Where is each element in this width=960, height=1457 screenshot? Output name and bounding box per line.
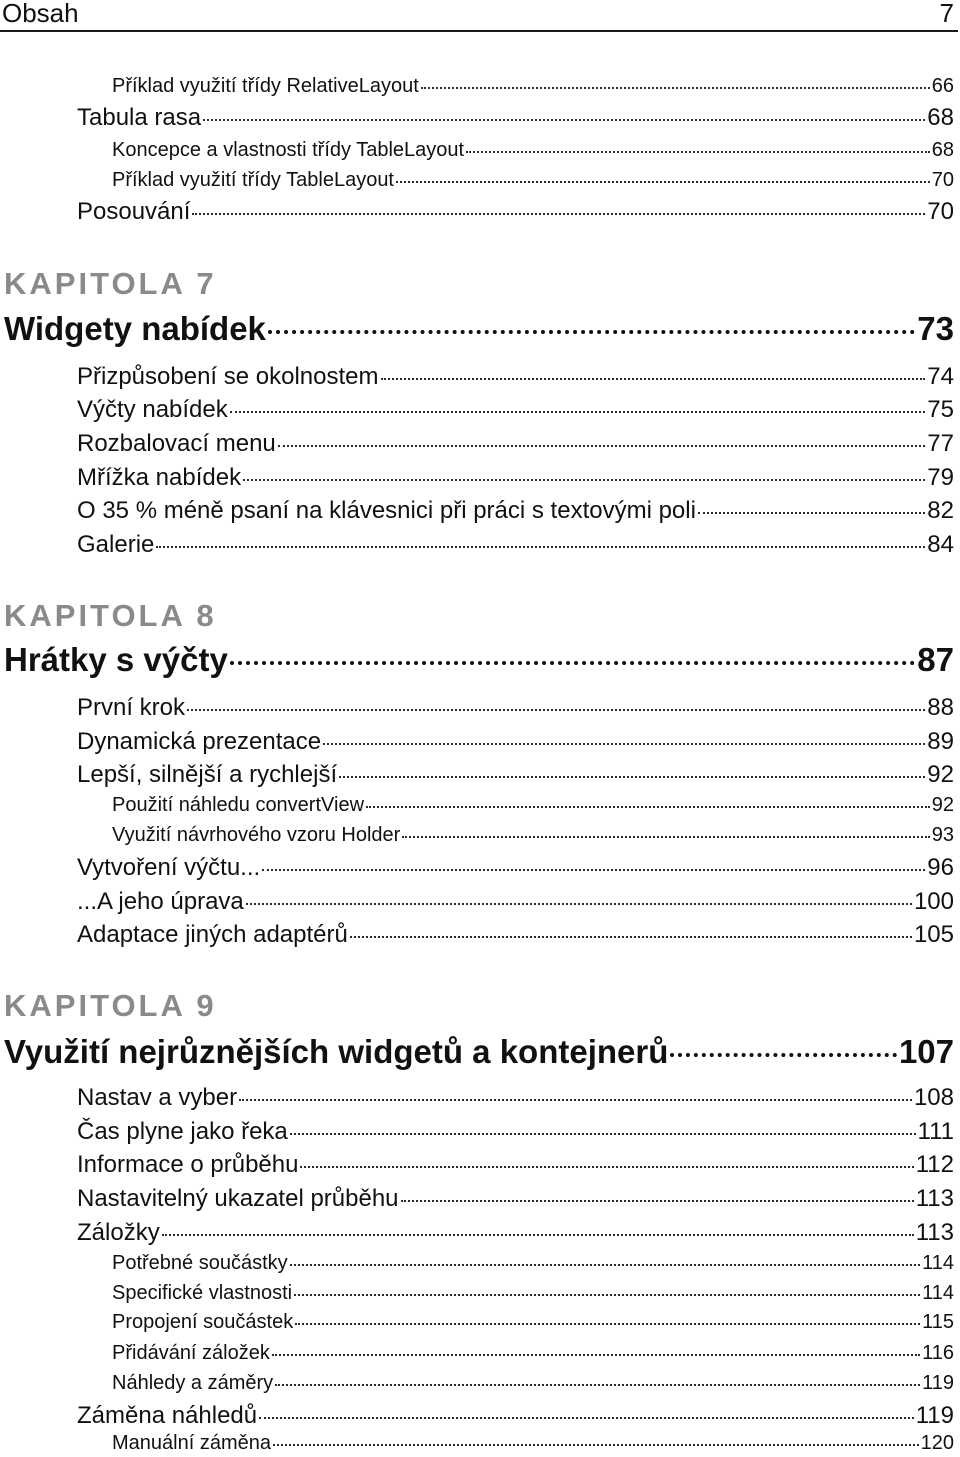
dot-leader: [339, 776, 925, 778]
dot-leader: [350, 936, 912, 938]
toc-entry-page: 66: [931, 75, 954, 97]
toc-entry-page: 114: [922, 1252, 954, 1274]
dot-leader: [239, 1099, 912, 1101]
toc-entry[interactable]: [77, 692, 954, 724]
dot-leader: [272, 1354, 920, 1356]
toc-entry[interactable]: [112, 1249, 954, 1277]
dot-leader: [402, 836, 929, 838]
dot-leader: [300, 1166, 913, 1168]
toc-entry-title: Záložky: [77, 1219, 160, 1246]
toc-entry-page: 70: [927, 198, 954, 225]
toc-entry-page: 93: [931, 824, 954, 846]
toc-entry-page: 113: [915, 1185, 954, 1212]
dot-leader: [275, 1384, 920, 1386]
toc-entry-page: 116: [922, 1342, 954, 1364]
toc-entry-title: Použití náhledu convertView: [112, 794, 365, 816]
toc-entry[interactable]: [77, 1149, 954, 1181]
toc-entry-title: Koncepce a vlastnosti třídy TableLayout: [112, 139, 465, 161]
dot-leader: [192, 213, 925, 215]
chapter-title: Využití nejrůznějších widgetů a kontejnerů: [4, 1033, 669, 1070]
chapter-label: KAPITOLA 7: [4, 266, 217, 301]
toc-entry-title: Výčty nabídek: [77, 396, 228, 423]
toc-entry[interactable]: [77, 1082, 954, 1114]
toc-entry[interactable]: [77, 495, 954, 527]
toc-entry[interactable]: [112, 136, 954, 164]
toc-entry-title: Informace o průběhu: [77, 1151, 299, 1178]
toc-entry-page: 112: [915, 1151, 954, 1178]
toc-entry-page: 108: [913, 1084, 954, 1111]
toc-entry[interactable]: [77, 196, 954, 228]
toc-entry-title: Potřebné součástky: [112, 1252, 288, 1274]
toc-entry-title: Dynamická prezentace: [77, 728, 322, 755]
dot-leader: [230, 411, 926, 413]
toc-entry-page: 96: [927, 854, 954, 881]
dot-leader: [262, 869, 925, 871]
page-number: 7: [939, 0, 954, 28]
toc-entry[interactable]: [77, 529, 954, 561]
toc-entry-page: 114: [922, 1282, 954, 1304]
toc-entry-title: Využití návrhového vzoru Holder: [112, 824, 401, 846]
toc-entry-title: Záměna náhledů: [77, 1402, 258, 1429]
page-header-title: Obsah: [2, 0, 79, 28]
chapter-page: 73: [917, 310, 954, 347]
toc-entry-title: Čas plyne jako řeka: [77, 1118, 288, 1145]
toc-entry-title: ...A jeho úprava: [77, 888, 244, 915]
toc-entry-page: 119: [915, 1402, 954, 1429]
dot-leader: [421, 87, 930, 89]
dot-leader: [243, 479, 925, 481]
toc-entry-page: 119: [922, 1372, 954, 1394]
chapter-title: Hrátky s výčty: [4, 641, 228, 678]
toc-entry[interactable]: [112, 821, 954, 849]
toc-entry[interactable]: [77, 1400, 954, 1432]
toc-entry-title: Nastavitelný ukazatel průběhu: [77, 1185, 399, 1212]
toc-entry-title: Adaptace jiných adaptérů: [77, 921, 348, 948]
dot-leader: [366, 806, 930, 808]
toc-entry-page: 92: [927, 761, 954, 788]
chapter-entry[interactable]: [4, 1030, 954, 1074]
toc-entry-title: Posouvání: [77, 198, 191, 225]
toc-entry[interactable]: [112, 166, 954, 194]
toc-entry-title: Specifické vlastnosti: [112, 1282, 293, 1304]
dot-leader: [294, 1294, 920, 1296]
chapter-label: KAPITOLA 9: [4, 988, 217, 1023]
toc-entry[interactable]: [77, 428, 954, 460]
dot-leader: [259, 1417, 914, 1419]
toc-entry-page: 113: [915, 1219, 954, 1246]
toc-entry-page: 100: [913, 888, 954, 915]
toc-entry-title: Tabula rasa: [77, 104, 202, 131]
dot-leader: [246, 903, 912, 905]
dot-leader: [466, 151, 930, 153]
toc-entry-page: 89: [927, 728, 954, 755]
toc-entry[interactable]: [77, 1183, 954, 1215]
toc-entry-title: Přizpůsobení se okolnostem: [77, 363, 379, 390]
dot-leader: [295, 1323, 920, 1325]
dot-leader: [670, 1053, 897, 1057]
dot-leader: [156, 546, 925, 548]
chapter-title: Widgety nabídek: [4, 310, 266, 347]
chapter-page: 107: [898, 1033, 954, 1070]
toc-entry[interactable]: [77, 1217, 954, 1249]
toc-entry-page: 115: [922, 1311, 954, 1333]
toc-entry-title: Galerie: [77, 531, 155, 558]
dot-leader: [323, 743, 925, 745]
toc-entry-title: Příklad využití třídy TableLayout: [112, 169, 394, 191]
dot-leader: [203, 119, 925, 121]
toc-entry[interactable]: [77, 1116, 954, 1148]
toc-entry-title: První krok: [77, 694, 186, 721]
toc-entry-page: 105: [913, 921, 954, 948]
toc-entry-title: Příklad využití třídy RelativeLayout: [112, 75, 419, 97]
toc-entry-title: O 35 % méně psaní na klávesnici při práci s textovými poli: [77, 497, 696, 524]
toc-entry[interactable]: [77, 886, 954, 918]
dot-leader: [187, 709, 925, 711]
toc-entry[interactable]: [112, 1429, 954, 1457]
dot-leader: [230, 661, 915, 665]
toc-entry[interactable]: [112, 1279, 954, 1307]
toc-entry-page: 111: [917, 1118, 954, 1145]
toc-entry[interactable]: [77, 361, 954, 393]
dot-leader: [290, 1133, 916, 1135]
toc-entry-title: Manuální záměna: [112, 1432, 271, 1454]
toc-entry[interactable]: [112, 1339, 954, 1367]
toc-entry[interactable]: [112, 72, 954, 100]
toc-entry[interactable]: [77, 726, 954, 758]
toc-entry-page: 74: [927, 363, 954, 390]
toc-entry-page: 84: [927, 531, 954, 558]
toc-entry[interactable]: [77, 852, 954, 884]
toc-entry-title: Náhledy a záměry: [112, 1372, 274, 1394]
toc-entry[interactable]: [77, 919, 954, 951]
toc-entry[interactable]: [112, 791, 954, 819]
dot-leader: [268, 330, 915, 334]
chapter-page: 87: [917, 641, 954, 678]
toc-entry[interactable]: [77, 759, 954, 791]
toc-entry[interactable]: [77, 394, 954, 426]
dot-leader: [401, 1200, 914, 1202]
toc-entry[interactable]: [112, 1369, 954, 1397]
toc-entry-title: Vytvoření výčtu...: [77, 854, 261, 881]
toc-entry-page: 82: [927, 497, 954, 524]
toc-entry-page: 79: [927, 464, 954, 491]
toc-entry-title: Rozbalovací menu: [77, 430, 276, 457]
dot-leader: [698, 512, 925, 514]
toc-entry-page: 92: [931, 794, 954, 816]
dot-leader: [381, 378, 926, 380]
toc-entry-page: 68: [927, 104, 954, 131]
dot-leader: [396, 181, 930, 183]
toc-entry-page: 120: [920, 1432, 954, 1454]
toc-entry-title: Propojení součástek: [112, 1311, 294, 1333]
chapter-entry[interactable]: [4, 638, 954, 682]
dot-leader: [162, 1234, 914, 1236]
chapter-label: KAPITOLA 8: [4, 598, 217, 633]
chapter-entry[interactable]: [4, 307, 954, 351]
toc-entry-title: Přidávání záložek: [112, 1342, 270, 1364]
toc-entry[interactable]: [112, 1308, 954, 1336]
toc-entry[interactable]: [77, 102, 954, 134]
toc-entry-page: 77: [927, 430, 954, 457]
toc-entry-title: Mřížka nabídek: [77, 464, 242, 491]
toc-entry-title: Nastav a vyber: [77, 1084, 238, 1111]
toc-entry[interactable]: [77, 462, 954, 494]
toc-entry-page: 70: [931, 169, 954, 191]
toc-entry-page: 88: [927, 694, 954, 721]
toc-entry-page: 75: [927, 396, 954, 423]
dot-leader: [273, 1444, 919, 1446]
dot-leader: [278, 445, 926, 447]
toc-entry-page: 68: [931, 139, 954, 161]
dot-leader: [290, 1264, 920, 1266]
toc-entry-title: Lepší, silnější a rychlejší: [77, 761, 338, 788]
